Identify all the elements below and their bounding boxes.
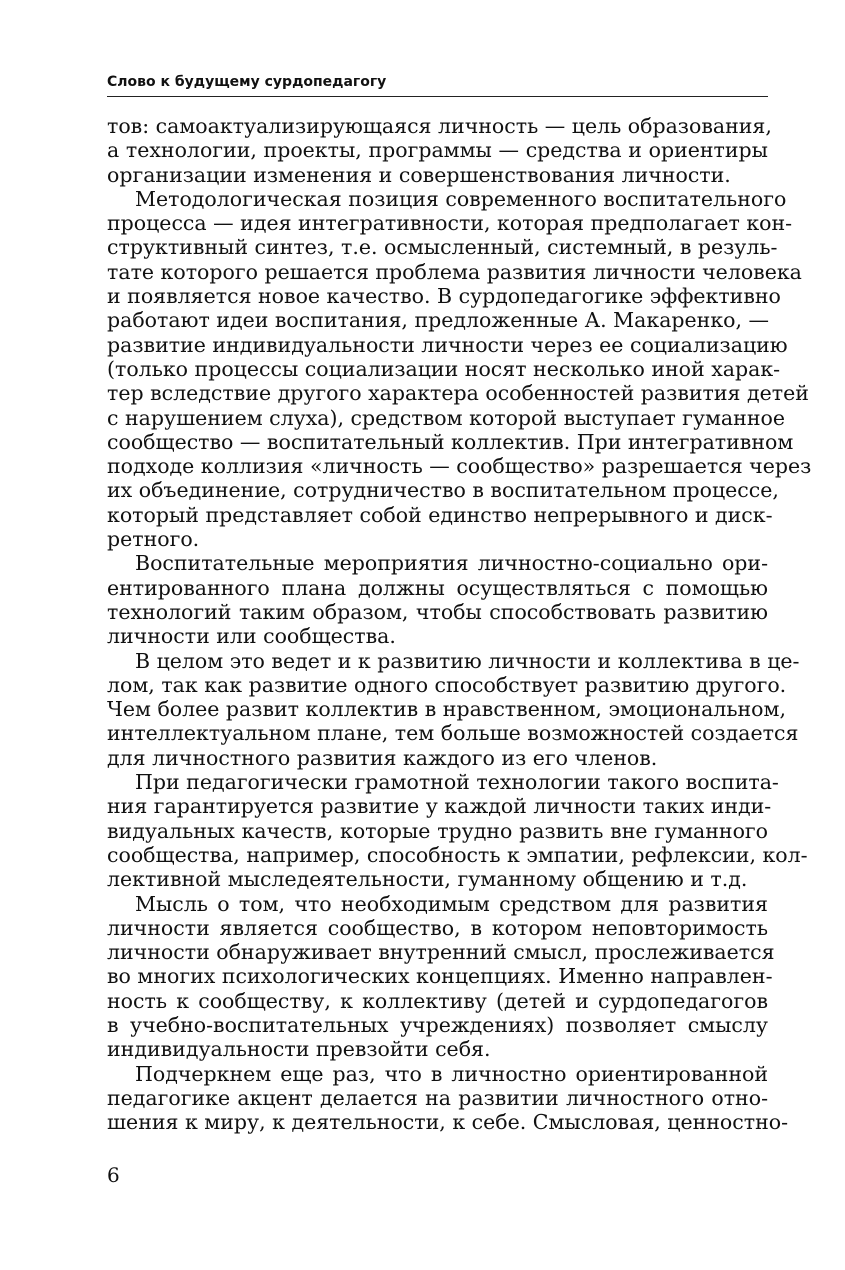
text-line: Подчеркнем еще раз, что в личностно ориентированной	[135, 1061, 768, 1086]
text-line: ния гарантируется развитие у каждой личности таких инди-	[107, 794, 772, 819]
paragraph	[107, 114, 772, 187]
text-line: личности является сообщество, в котором неповторимость	[107, 915, 768, 940]
text-line: видуальных качеств, которые трудно развить вне гуманного	[107, 818, 768, 843]
text-line: личности обнаруживает внутренний смысл, прослеживается	[107, 940, 775, 965]
text-line: с нарушением слуха), средством которой выступает гуманное	[107, 405, 785, 430]
text-line: шения к миру, к деятельности, к себе. Смысловая, ценностно-	[107, 1110, 789, 1135]
text-line: их объединение, сотрудничество в воспитательном процессе,	[107, 478, 779, 503]
text-line: работают идеи воспитания, предложенные А. Макаренко, —	[107, 308, 770, 333]
header-rule	[107, 96, 768, 97]
paragraph	[107, 551, 768, 648]
text-line: тер вследствие другого характера особенностей развития детей	[107, 381, 809, 406]
text-line: (только процессы социализации носят несколько иной харак-	[107, 356, 781, 381]
body-text	[107, 114, 812, 1135]
paragraph	[107, 891, 775, 1062]
text-line: ность к сообществу, к коллективу (детей и сурдопедагогов	[107, 988, 768, 1013]
text-line: а технологии, проекты, программы — средства и ориентиры	[107, 138, 768, 163]
text-line: Воспитательные мероприятия личностно-социально ори-	[135, 551, 768, 576]
paragraph	[107, 186, 812, 552]
text-line: процесса — идея интегративности, которая предполагает кон-	[107, 211, 793, 236]
text-line: и появляется новое качество. В сурдопедагогике эффективно	[107, 284, 781, 309]
text-line: сообщества, например, способность к эмпатии, рефлексии, кол-	[107, 842, 808, 867]
text-line: Методологическая позиция современного воспитательного	[135, 186, 787, 211]
paragraph	[107, 648, 800, 770]
text-line: технологий таким образом, чтобы способствовать развитию	[107, 599, 768, 624]
text-line: педагогике акцент делается на развитии личностного отно-	[107, 1085, 768, 1110]
text-line: для личностного развития каждого из его членов.	[107, 745, 658, 770]
text-line: индивидуальности превзойти себя.	[107, 1037, 491, 1062]
text-line: структивный синтез, т.е. осмысленный, системный, в резуль-	[107, 235, 778, 260]
text-line: интеллектуальном плане, тем больше возможностей создается	[107, 721, 799, 746]
paragraph	[107, 1061, 789, 1135]
text-line: организации изменения и совершенствования личности.	[107, 162, 731, 187]
text-line: ретного.	[107, 527, 200, 552]
text-line: в учебно-воспитательных учреждениях) позволяет смыслу	[107, 1012, 768, 1037]
text-line: При педагогически грамотной технологии такого воспита-	[135, 770, 779, 795]
text-line: развитие индивидуальности личности через ее социализацию	[107, 332, 788, 357]
text-line: Мысль о том, что необходимым средством для развития	[135, 891, 768, 916]
paragraph	[107, 770, 808, 892]
text-line: подходе коллизия «личность — сообщество» разрешается через	[107, 454, 812, 479]
page-number: 6	[107, 1163, 120, 1187]
text-line: во многих психологических концепциях. Именно направлен-	[107, 964, 773, 989]
text-line: ентированного плана должны осуществляться с помощью	[107, 575, 768, 600]
text-line: личности или сообщества.	[107, 624, 396, 649]
text-line: В целом это ведет и к развитию личности и коллектива в це-	[135, 648, 800, 673]
text-line: тов: самоактуализирующаяся личность — цель образования,	[107, 114, 772, 138]
text-line: который представляет собой единство непрерывного и диск-	[107, 502, 773, 527]
text-line: тате которого решается проблема развития личности человека	[107, 259, 802, 284]
text-line: Чем более развит коллектив в нравственном, эмоциональном,	[107, 697, 786, 722]
text-line: лективной мыследеятельности, гуманному общению и т.д.	[107, 867, 748, 892]
text-line: сообщество — воспитательный коллектив. При интегративном	[107, 429, 794, 454]
running-header: Слово к будущему сурдопедагогу	[107, 74, 387, 90]
text-line: лом, так как развитие одного способствует развитию другого.	[107, 672, 787, 697]
